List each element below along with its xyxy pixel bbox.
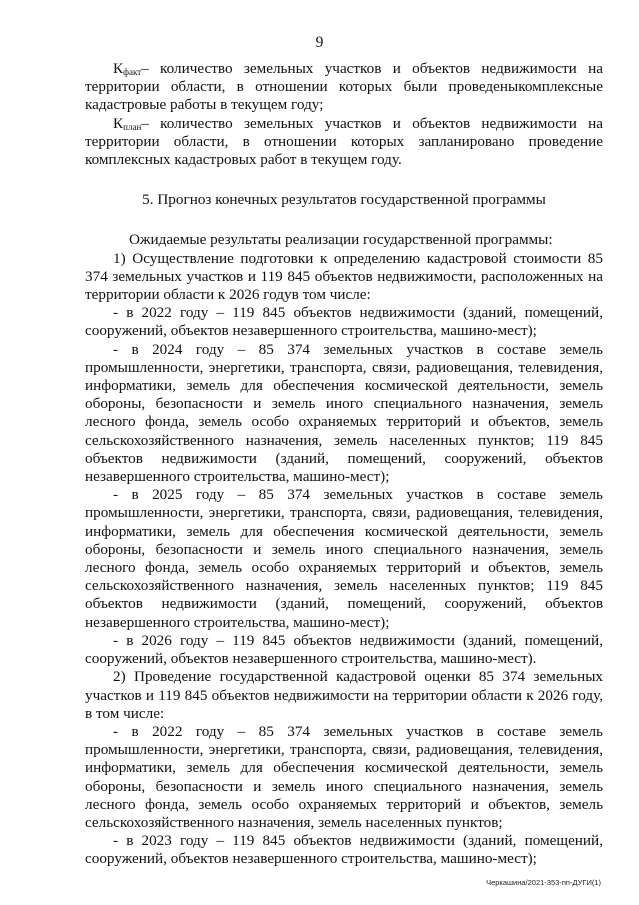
paragraph: 1) Осуществление подготовки к определению кадастровой стоимости 85 374 земельных участков и 119 845 объектов недвижимости, расположенных на территории области к 2026 годув том числе: (85, 249, 603, 304)
k-fact-text: – количество земельных участков и объектов недвижимости на территории области, в отношении которых были проведеныкомплексные кадастровые работы в текущем году; (85, 60, 603, 114)
footer-reference: Черкашина/2021-353-пп-ДУГИ(1) (486, 878, 601, 887)
page-number: 9 (315, 34, 324, 51)
paragraph: 2) Проведение государственной кадастровой оценки 85 374 земельных участков и 119 845 объектов недвижимости на территории области к 2026 году, в том числе: (85, 668, 603, 722)
list-item: - в 2022 году – 85 374 земельных участков в составе земель промышленности, энергетики, транспорта, связи, радиовещания, телевидения, информатики, земель для обеспечения космической деятельности, земель обороны, безопасности и земель иного специального назначения, земель лесного фонда, земель особо охраняемых территорий и объектов, земель сельскохозяйственного назначения, земель населенных пунктов; (85, 722, 603, 831)
k-plan-subscript: план (123, 121, 142, 132)
list-item: - в 2024 году – 85 374 земельных участков в составе земель промышленности, энергетики, транспорта, связи, радиовещания, телевидения, информатики, земель для обеспечения космической деятельности, земель обороны, безопасности и земель иного специального назначения, земель лесного фонда, земель особо охраняемых территорий и объектов, земель сельскохозяйственного назначения, земель населенных пунктов; 119 845 объектов недвижимости (зданий, помещений, сооружений, объектов незавершенного строительства, машино-мест); (85, 340, 603, 486)
k-fact-definition (85, 60, 603, 115)
k-plan-text: – количество земельных участков и объектов недвижимости на территории области, в отношении которых запланировано проведение комплексных кадастровых работ в текущем году. (85, 114, 603, 169)
list-item: - в 2026 году – 119 845 объектов недвижимости (зданий, помещений, сооружений, объектов незавершенного строительства, машино-мест). (85, 631, 603, 668)
list-item: - в 2025 году – 85 374 земельных участков в составе земель промышленности, энергетики, транспорта, связи, радиовещания, телевидения, информатики, земель для обеспечения космической деятельности, земель обороны, безопасности и земель иного специального назначения, земель лесного фонда, земель особо охраняемых территорий и объектов, земель сельскохозяйственного назначения, земель населенных пунктов; 119 845 объектов недвижимости (зданий, помещений, сооружений, объектов незавершенного строительства, машино-мест); (85, 486, 603, 631)
document-body (85, 60, 603, 869)
k-plan-definition (85, 115, 603, 170)
k-fact-letter: К (113, 60, 124, 77)
list-item: - в 2022 году – 119 845 объектов недвижимости (зданий, помещений, сооружений, объектов незавершенного строительства, машино-мест); (85, 304, 603, 340)
paragraph: Ожидаемые результаты реализации государственной программы: (129, 231, 553, 249)
section-heading: 5. Прогноз конечных результатов государственной программы (142, 191, 546, 209)
k-fact-subscript: факт (123, 67, 142, 77)
k-plan-letter: К (113, 114, 124, 132)
list-item: - в 2023 году – 119 845 объектов недвижимости (зданий, помещений, сооружений, объектов незавершенного строительства, машино-мест); (85, 832, 603, 868)
